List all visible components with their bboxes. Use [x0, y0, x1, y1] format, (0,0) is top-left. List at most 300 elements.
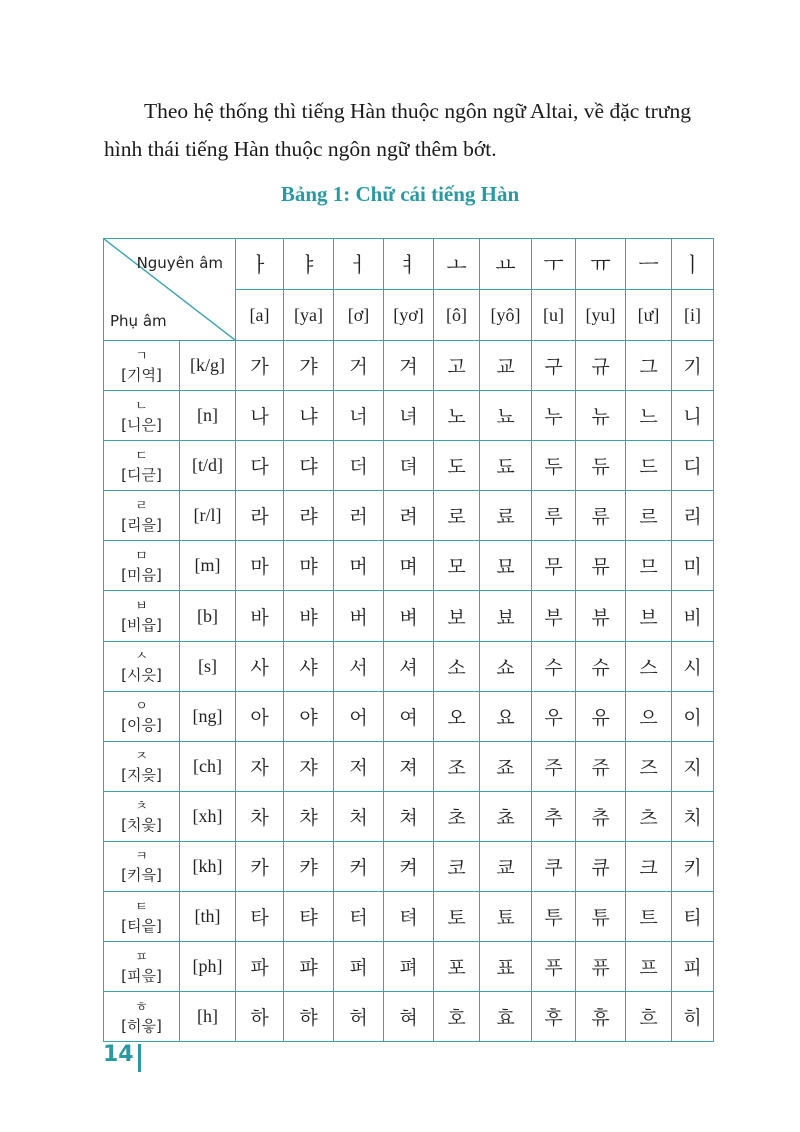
syllable: 퓨 [591, 957, 610, 980]
table-caption: Bảng 1: Chữ cái tiếng Hàn [280, 182, 520, 206]
vowel-romanization: [u] [543, 304, 564, 325]
syllable-cell [284, 591, 334, 641]
syllable-cell [334, 441, 384, 491]
syllable-cell [532, 791, 576, 841]
syllable-cell [434, 441, 480, 491]
syllable-cell [480, 591, 532, 641]
syllable-cell [626, 441, 672, 491]
syllable-cell [626, 992, 672, 1042]
table-corner-header [104, 239, 236, 341]
syllable-cell [532, 741, 576, 791]
syllable: 리 [683, 506, 702, 529]
consonant-romanization: [ng] [192, 705, 223, 726]
syllable: 려 [399, 506, 418, 529]
consonant-roman-cell [180, 541, 236, 591]
consonant-name: [지읒] [121, 766, 162, 785]
syllable-cell [626, 892, 672, 942]
syllable: 코 [447, 856, 466, 879]
consonant-romanization: [s] [198, 655, 217, 676]
syllable: 뎌 [399, 456, 418, 479]
consonant-letter: ㅌ [135, 899, 148, 915]
syllable-cell [672, 791, 714, 841]
syllable: 샤 [299, 656, 318, 679]
syllable-cell [672, 491, 714, 541]
syllable-cell [284, 691, 334, 741]
consonant-name: [이응] [121, 716, 162, 735]
syllable-cell [532, 491, 576, 541]
syllable-cell [672, 892, 714, 942]
vowel-letter: ㅑ [298, 253, 319, 277]
consonant-letter: ㅅ [135, 649, 148, 665]
syllable-cell [334, 591, 384, 641]
syllable: 유 [591, 706, 610, 729]
syllable: 푸 [544, 957, 563, 980]
vowel-romanization: [yu] [585, 304, 616, 325]
syllable: 고 [447, 356, 466, 379]
syllable-cell [480, 391, 532, 441]
syllable-cell [434, 541, 480, 591]
consonant-row [104, 491, 714, 541]
syllable-cell [672, 841, 714, 891]
syllable-cell [334, 892, 384, 942]
syllable: 퍄 [299, 957, 318, 980]
syllable: 어 [349, 706, 368, 729]
syllable-cell [532, 391, 576, 441]
consonant-cell [104, 892, 180, 942]
hangul-alphabet-table [103, 238, 714, 1042]
syllable-cell [626, 641, 672, 691]
syllable-cell [284, 491, 334, 541]
vowel-roman-cell [434, 290, 480, 341]
syllable: 르 [639, 506, 658, 529]
syllable-cell [626, 491, 672, 541]
consonant-romanization: [m] [194, 555, 221, 576]
syllable-cell [334, 942, 384, 992]
syllable: 벼 [399, 606, 418, 629]
syllable-cell [626, 741, 672, 791]
syllable-cell [480, 992, 532, 1042]
syllable-cell [284, 541, 334, 591]
syllable-cell [384, 691, 434, 741]
syllable: 티 [683, 907, 702, 930]
consonant-letter: ㅇ [135, 699, 148, 715]
syllable-cell [384, 942, 434, 992]
syllable-cell [236, 992, 284, 1042]
syllable: 더 [349, 456, 368, 479]
syllable: 혀 [399, 1007, 418, 1030]
consonant-row [104, 741, 714, 791]
syllable: 표 [496, 957, 515, 980]
vowel-header-cell [284, 239, 334, 290]
syllable-cell [334, 341, 384, 391]
syllable: 조 [447, 756, 466, 779]
vowel-letter-row [104, 239, 714, 290]
consonant-roman-cell [180, 641, 236, 691]
syllable-cell [384, 741, 434, 791]
consonant-row [104, 942, 714, 992]
vowel-header-cell [576, 239, 626, 290]
syllable: 므 [639, 556, 658, 579]
syllable: 루 [544, 506, 563, 529]
syllable-cell [334, 641, 384, 691]
consonant-roman-cell [180, 841, 236, 891]
syllable-cell [334, 992, 384, 1042]
syllable-cell [672, 641, 714, 691]
syllable-cell [384, 841, 434, 891]
syllable-cell [532, 541, 576, 591]
vowel-header-cell [384, 239, 434, 290]
syllable: 오 [447, 706, 466, 729]
consonant-romanization: [h] [197, 1006, 218, 1027]
syllable: 트 [639, 907, 658, 930]
consonant-roman-cell [180, 791, 236, 841]
consonant-cell [104, 441, 180, 491]
syllable-cell [284, 341, 334, 391]
syllable-cell [236, 841, 284, 891]
consonant-letter: ㅋ [135, 849, 148, 865]
syllable: 아 [250, 706, 269, 729]
consonant-cell [104, 641, 180, 691]
syllable: 우 [544, 706, 563, 729]
syllable: 라 [250, 506, 269, 529]
vowel-roman-cell [284, 290, 334, 341]
syllable: 뮤 [591, 556, 610, 579]
syllable: 쵸 [496, 806, 515, 829]
vowel-axis-label: Nguyên âm [136, 254, 223, 272]
syllable: 쇼 [496, 656, 515, 679]
syllable-cell [532, 591, 576, 641]
syllable-cell [532, 341, 576, 391]
syllable: 랴 [299, 506, 318, 529]
syllable: 후 [544, 1007, 563, 1030]
syllable-cell [672, 741, 714, 791]
consonant-roman-cell [180, 591, 236, 641]
syllable: 처 [349, 806, 368, 829]
syllable-cell [236, 391, 284, 441]
syllable: 부 [544, 606, 563, 629]
syllable: 자 [250, 756, 269, 779]
syllable: 셔 [399, 656, 418, 679]
consonant-letter: ㅍ [135, 949, 148, 965]
consonant-letter: ㄹ [135, 498, 148, 514]
syllable: 프 [639, 957, 658, 980]
syllable-cell [576, 591, 626, 641]
consonant-name: [디귿] [121, 465, 162, 484]
syllable-cell [532, 641, 576, 691]
consonant-cell [104, 391, 180, 441]
syllable: 갸 [299, 356, 318, 379]
syllable: 치 [683, 806, 702, 829]
syllable: 슈 [591, 656, 610, 679]
consonant-cell [104, 791, 180, 841]
vowel-roman-cell [334, 290, 384, 341]
vowel-letter: ㅓ [348, 253, 369, 277]
consonant-roman-cell [180, 491, 236, 541]
consonant-name: [치읓] [121, 816, 162, 835]
syllable-cell [532, 942, 576, 992]
syllable: 묘 [496, 556, 515, 579]
syllable-cell [480, 341, 532, 391]
syllable: 호 [447, 1007, 466, 1030]
syllable: 류 [591, 506, 610, 529]
syllable-cell [480, 841, 532, 891]
syllable-cell [672, 942, 714, 992]
vowel-header-cell [532, 239, 576, 290]
syllable: 댜 [299, 456, 318, 479]
syllable-cell [532, 441, 576, 491]
syllable-cell [480, 892, 532, 942]
syllable: 비 [683, 606, 702, 629]
consonant-roman-cell [180, 992, 236, 1042]
vowel-roman-cell [672, 290, 714, 341]
syllable: 야 [299, 706, 318, 729]
syllable: 냐 [299, 406, 318, 429]
syllable: 카 [250, 856, 269, 879]
syllable-cell [626, 591, 672, 641]
vowel-letter: ㅕ [398, 253, 419, 277]
syllable-cell [434, 942, 480, 992]
vowel-romanization: [ư] [637, 304, 660, 325]
syllable-cell [480, 441, 532, 491]
consonant-cell [104, 841, 180, 891]
syllable: 터 [349, 907, 368, 930]
syllable: 브 [639, 606, 658, 629]
vowel-header-cell [434, 239, 480, 290]
syllable-cell [434, 391, 480, 441]
syllable: 다 [250, 456, 269, 479]
vowel-romanization: [ya] [294, 304, 323, 325]
syllable-cell [576, 391, 626, 441]
syllable: 도 [447, 456, 466, 479]
syllable: 디 [683, 456, 702, 479]
consonant-name: [미음] [121, 565, 162, 584]
syllable-cell [384, 791, 434, 841]
syllable-cell [284, 741, 334, 791]
syllable: 뱌 [299, 606, 318, 629]
syllable: 툐 [496, 907, 515, 930]
syllable: 뇨 [496, 406, 515, 429]
consonant-row [104, 441, 714, 491]
syllable-cell [334, 541, 384, 591]
syllable-cell [236, 641, 284, 691]
consonant-name: [티읕] [121, 916, 162, 935]
syllable-cell [334, 741, 384, 791]
vowel-romanization: [yô] [490, 304, 521, 325]
syllable-cell [480, 791, 532, 841]
consonant-letter: ㅂ [135, 599, 148, 615]
vowel-header-cell [672, 239, 714, 290]
syllable: 캬 [299, 856, 318, 879]
syllable: 너 [349, 406, 368, 429]
syllable-cell [384, 591, 434, 641]
syllable: 그 [639, 356, 658, 379]
syllable-cell [384, 391, 434, 441]
consonant-romanization: [r/l] [193, 505, 222, 526]
consonant-letter: ㄷ [135, 448, 148, 464]
vowel-romanization: [yơ] [393, 304, 424, 325]
syllable-cell [576, 341, 626, 391]
syllable-cell [576, 942, 626, 992]
syllable-cell [626, 541, 672, 591]
syllable-cell [576, 841, 626, 891]
consonant-roman-cell [180, 741, 236, 791]
consonant-cell [104, 591, 180, 641]
consonant-row [104, 341, 714, 391]
syllable-cell [434, 992, 480, 1042]
syllable-cell [236, 791, 284, 841]
consonant-name: [니은] [121, 415, 162, 434]
syllable: 모 [447, 556, 466, 579]
syllable: 나 [250, 406, 269, 429]
syllable: 효 [496, 1007, 515, 1030]
syllable-cell [672, 992, 714, 1042]
syllable-cell [284, 441, 334, 491]
syllable: 누 [544, 406, 563, 429]
syllable-cell [626, 391, 672, 441]
vowel-letter: ㅣ [682, 253, 703, 277]
syllable-cell [672, 541, 714, 591]
syllable: 투 [544, 907, 563, 930]
consonant-roman-cell [180, 341, 236, 391]
syllable: 햐 [299, 1007, 318, 1030]
syllable-cell [434, 491, 480, 541]
syllable-cell [626, 341, 672, 391]
syllable-cell [532, 691, 576, 741]
syllable: 파 [250, 957, 269, 980]
consonant-cell [104, 992, 180, 1042]
syllable: 드 [639, 456, 658, 479]
syllable: 흐 [639, 1007, 658, 1030]
syllable-cell [384, 641, 434, 691]
syllable: 켜 [399, 856, 418, 879]
syllable: 규 [591, 356, 610, 379]
syllable-cell [384, 341, 434, 391]
consonant-roman-cell [180, 691, 236, 741]
consonant-name: [기역] [121, 365, 162, 384]
syllable: 노 [447, 406, 466, 429]
syllable: 니 [683, 406, 702, 429]
syllable-cell [384, 541, 434, 591]
consonant-row [104, 641, 714, 691]
consonant-name: [키읔] [121, 866, 162, 885]
syllable: 스 [639, 656, 658, 679]
syllable: 먀 [299, 556, 318, 579]
vowel-letter: ㅗ [446, 253, 467, 277]
syllable: 느 [639, 406, 658, 429]
vowel-roman-cell [532, 290, 576, 341]
syllable: 퍼 [349, 957, 368, 980]
syllable: 츠 [639, 806, 658, 829]
vowel-romanization: [ô] [446, 304, 467, 325]
vowel-roman-cell [626, 290, 672, 341]
consonant-letter: ㅊ [135, 799, 148, 815]
page-number-divider [138, 1044, 141, 1072]
syllable: 뷰 [591, 606, 610, 629]
table-body [104, 341, 714, 1042]
syllable: 수 [544, 656, 563, 679]
syllable: 가 [250, 356, 269, 379]
syllable-cell [236, 591, 284, 641]
consonant-row [104, 791, 714, 841]
vowel-letter: ㅠ [590, 253, 611, 277]
syllable-cell [284, 992, 334, 1042]
syllable-cell [384, 992, 434, 1042]
vowel-header-cell [626, 239, 672, 290]
syllable: 튜 [591, 907, 610, 930]
syllable-cell [626, 841, 672, 891]
syllable-cell [480, 942, 532, 992]
syllable: 러 [349, 506, 368, 529]
syllable-cell [334, 841, 384, 891]
vowel-letter: ㅡ [638, 253, 659, 277]
syllable-cell [480, 641, 532, 691]
syllable: 포 [447, 957, 466, 980]
syllable: 즈 [639, 756, 658, 779]
syllable: 교 [496, 356, 515, 379]
syllable-cell [384, 491, 434, 541]
syllable: 버 [349, 606, 368, 629]
syllable: 료 [496, 506, 515, 529]
syllable-cell [236, 942, 284, 992]
syllable: 보 [447, 606, 466, 629]
syllable: 거 [349, 356, 368, 379]
syllable-cell [576, 691, 626, 741]
consonant-cell [104, 942, 180, 992]
syllable-cell [284, 892, 334, 942]
syllable-cell [576, 641, 626, 691]
consonant-name: [히읗] [121, 1016, 162, 1035]
syllable-cell [236, 491, 284, 541]
syllable-cell [434, 741, 480, 791]
syllable: 히 [683, 1007, 702, 1030]
consonant-row [104, 691, 714, 741]
consonant-letter: ㅁ [135, 548, 148, 564]
consonant-roman-cell [180, 441, 236, 491]
consonant-row [104, 391, 714, 441]
syllable-cell [672, 591, 714, 641]
consonant-name: [비읍] [121, 616, 162, 635]
vowel-letter: ㅏ [249, 253, 270, 277]
syllable-cell [334, 491, 384, 541]
syllable-cell [434, 691, 480, 741]
syllable-cell [284, 641, 334, 691]
syllable: 소 [447, 656, 466, 679]
syllable: 초 [447, 806, 466, 829]
syllable: 여 [399, 706, 418, 729]
vowel-roman-cell [236, 290, 284, 341]
syllable-cell [334, 391, 384, 441]
syllable-cell [284, 942, 334, 992]
vowel-header-cell [236, 239, 284, 290]
syllable: 타 [250, 907, 269, 930]
syllable-cell [284, 841, 334, 891]
syllable-cell [236, 691, 284, 741]
consonant-romanization: [n] [197, 405, 218, 426]
syllable: 피 [683, 957, 702, 980]
syllable-cell [434, 591, 480, 641]
vowel-roman-cell [384, 290, 434, 341]
vowel-header-cell [334, 239, 384, 290]
syllable-cell [384, 892, 434, 942]
syllable: 겨 [399, 356, 418, 379]
syllable-cell [480, 741, 532, 791]
consonant-romanization: [t/d] [192, 455, 223, 476]
consonant-row [104, 841, 714, 891]
syllable: 녀 [399, 406, 418, 429]
syllable: 으 [639, 706, 658, 729]
page-number: 14 [103, 1042, 134, 1067]
consonant-axis-label: Phụ âm [110, 312, 167, 330]
